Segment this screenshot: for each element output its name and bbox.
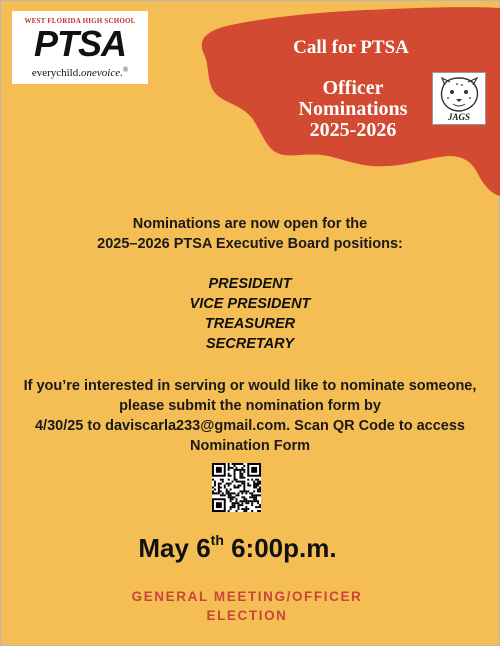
officer-nominations-title <box>270 78 436 141</box>
logo-wordmark: PTSA <box>33 23 126 64</box>
intro-text <box>0 214 500 254</box>
logo-tagline <box>12 66 148 79</box>
meeting-date-time <box>0 532 475 564</box>
details-line-3: 4/30/25 to daviscarla233@gmail.com. Scan QR Code to access <box>34 418 465 434</box>
ptsa-logo <box>12 11 148 84</box>
jaguar-mascot-logo <box>432 72 486 125</box>
details-line-2: please submit the nomination form by <box>119 398 381 414</box>
title-line-officer: Officer <box>322 77 384 99</box>
meeting-line-1: GENERAL MEETING/OFFICER <box>131 589 363 604</box>
position-treasurer: TREASURER <box>204 316 296 332</box>
logo-school-name: WEST FLORIDA HIGH SCHOOL <box>24 17 136 25</box>
details-line-1: If you’re interested in serving or would like to nominate someone, <box>23 378 477 394</box>
mascot-label: JAGS <box>447 112 471 122</box>
logo-tagline-part-b: onevoice. <box>81 67 123 79</box>
position-secretary: SECRETARY <box>205 336 295 352</box>
general-meeting-election <box>0 587 494 625</box>
position-president: PRESIDENT <box>208 276 292 292</box>
details-line-4: Nomination Form <box>189 438 311 454</box>
meeting-time: 6:00p.m. <box>223 533 337 563</box>
details-text <box>0 376 500 456</box>
intro-line-1: Nominations are now open for the <box>132 216 368 232</box>
title-line-year: 2025-2026 <box>309 119 397 141</box>
logo-tagline-part-a: everychild. <box>31 67 81 79</box>
position-vice-president: VICE PRESIDENT <box>189 296 311 312</box>
meeting-date-suffix: th <box>210 532 224 548</box>
call-heading: Call for PTSA <box>293 37 409 58</box>
meeting-date: May 6 <box>138 533 211 563</box>
title-line-nominations: Nominations <box>298 98 408 120</box>
jaguar-icon <box>433 73 485 124</box>
nomination-form-qr-code[interactable] <box>212 463 261 512</box>
logo-tagline-mark: ® <box>122 66 129 74</box>
intro-line-2: 2025–2026 PTSA Executive Board positions: <box>97 236 403 252</box>
meeting-line-2: ELECTION <box>206 608 288 623</box>
